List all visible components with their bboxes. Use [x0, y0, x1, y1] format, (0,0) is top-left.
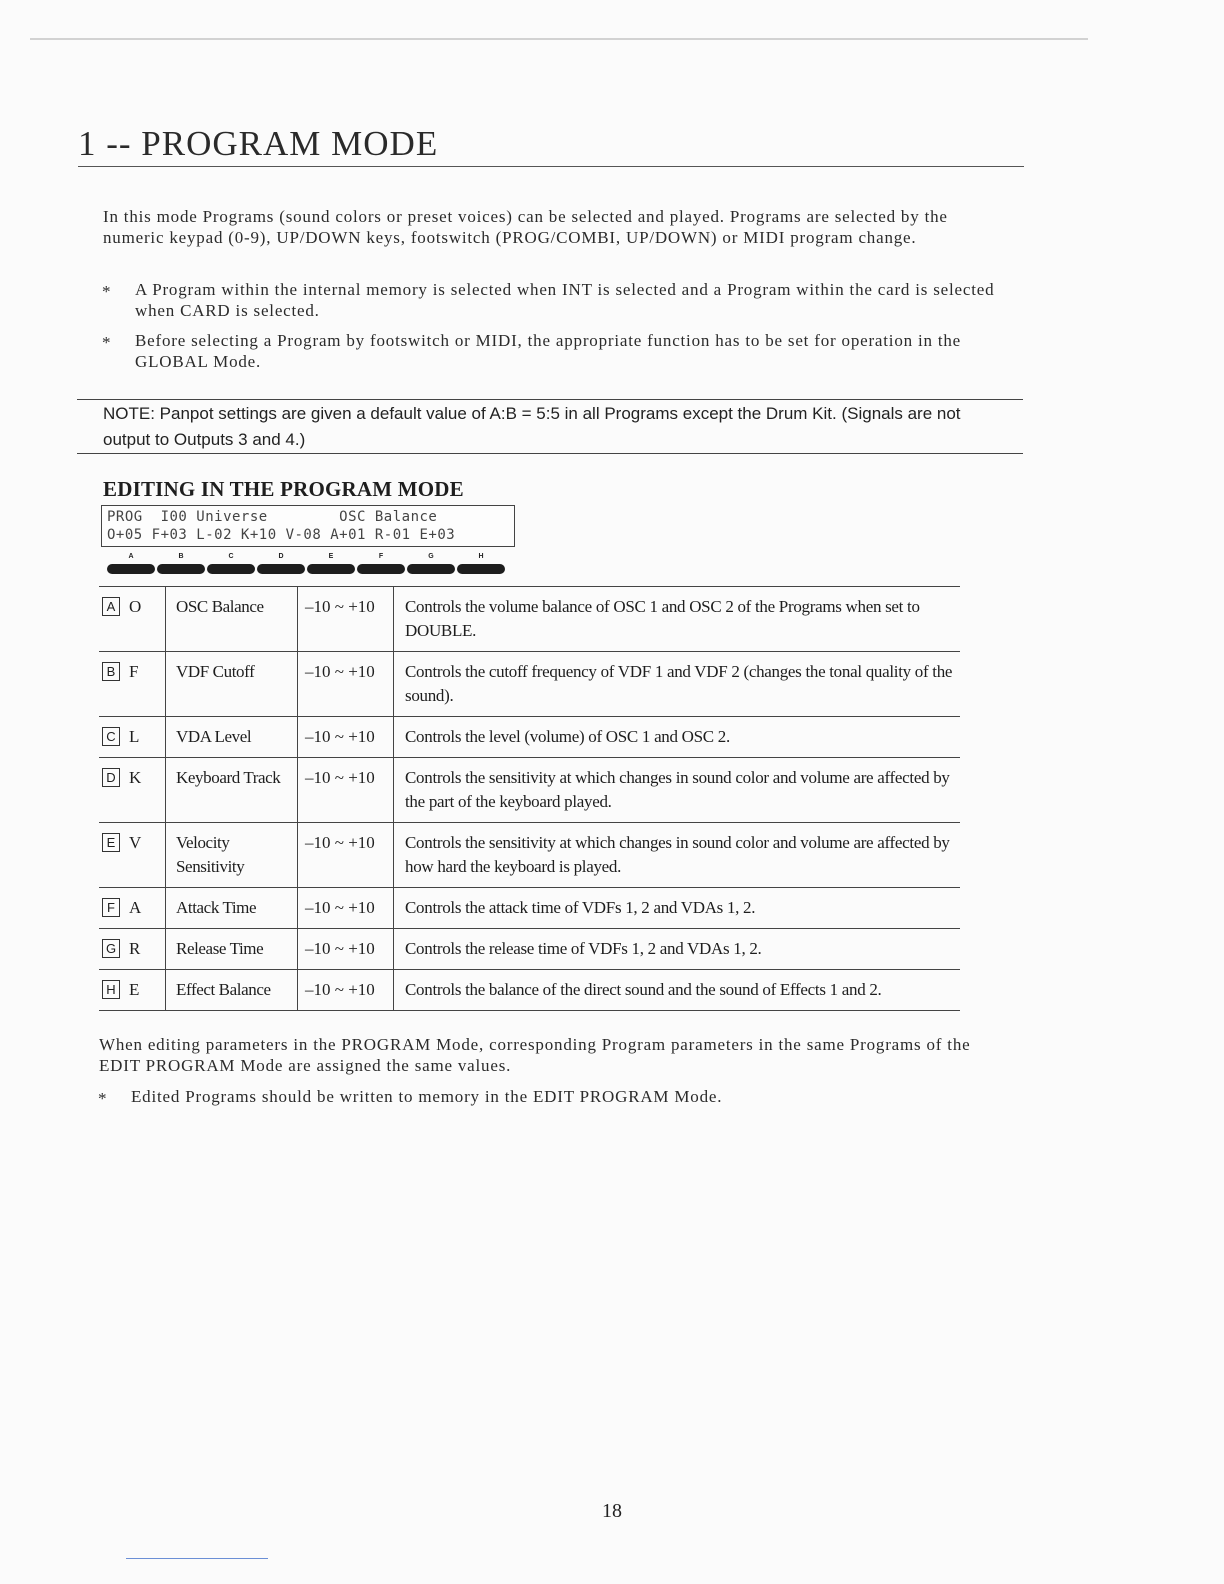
- editing-heading: EDITING IN THE PROGRAM MODE: [103, 477, 464, 501]
- param-desc: Controls the volume balance of OSC 1 and OSC 2 of the Programs when set to DOUBLE.: [394, 587, 961, 652]
- softkey-button: [107, 564, 155, 574]
- softkey-g[interactable]: [407, 552, 455, 576]
- softkey-button: [257, 564, 305, 574]
- softkey-label: D: [278, 553, 284, 560]
- bottom-rule: [126, 1558, 268, 1559]
- table-row: [99, 717, 960, 758]
- bullet-edited-programs: [98, 1086, 1003, 1108]
- bullet-text: Before selecting a Program by footswitch or MIDI, the appropriate function has to be set for operation in the GLOBAL Mode.: [135, 331, 962, 371]
- param-name: VDF Cutoff: [166, 652, 298, 717]
- top-rule: [30, 38, 1088, 40]
- param-name: Release Time: [166, 929, 298, 970]
- table-row: [99, 587, 960, 652]
- table-row: [99, 823, 960, 888]
- softkey-label: C: [228, 553, 234, 560]
- param-abbr: F: [129, 662, 139, 681]
- param-range: –10 ~ +10: [298, 587, 394, 652]
- softkey-e[interactable]: [307, 552, 355, 576]
- param-key-cell: [99, 587, 166, 652]
- softkey-label: A: [128, 553, 134, 560]
- param-range: –10 ~ +10: [298, 652, 394, 717]
- softkey-button: [207, 564, 255, 574]
- param-name: OSC Balance: [166, 587, 298, 652]
- softkey-ref: D: [102, 768, 120, 787]
- lcd-line-2: O+05 F+03 L-02 K+10 V-08 A+01 R-01 E+03: [107, 527, 456, 543]
- param-abbr: L: [129, 727, 140, 746]
- bullet-marker: *: [98, 1089, 108, 1108]
- softkey-f[interactable]: [357, 552, 405, 576]
- softkey-c[interactable]: [207, 552, 255, 576]
- bullet-text: A Program within the internal memory is selected when INT is selected and a Program within the card is selected when CARD is selected.: [135, 280, 995, 320]
- bullet-int-card: [102, 279, 1007, 323]
- param-abbr: K: [129, 768, 142, 787]
- softkey-a[interactable]: [107, 552, 155, 576]
- param-key-cell: [99, 652, 166, 717]
- param-key-cell: [99, 929, 166, 970]
- softkey-d[interactable]: [257, 552, 305, 576]
- softkey-ref: E: [102, 833, 120, 852]
- param-range: –10 ~ +10: [298, 970, 394, 1011]
- softkey-label: H: [478, 553, 484, 560]
- table-row: [99, 888, 960, 929]
- param-abbr: A: [129, 898, 142, 917]
- param-desc: Controls the balance of the direct sound and the sound of Effects 1 and 2.: [394, 970, 961, 1011]
- softkey-button: [357, 564, 405, 574]
- param-name: Keyboard Track: [166, 758, 298, 823]
- param-name: Effect Balance: [166, 970, 298, 1011]
- softkey-ref: B: [102, 662, 120, 681]
- softkey-b[interactable]: [157, 552, 205, 576]
- softkey-button: [457, 564, 505, 574]
- bullet-footswitch-midi: [102, 330, 1007, 374]
- table-row: [99, 758, 960, 823]
- param-desc: Controls the cutoff frequency of VDF 1 and VDF 2 (changes the tonal quality of the sound).: [394, 652, 961, 717]
- lcd-display: [101, 505, 515, 547]
- param-desc: Controls the attack time of VDFs 1, 2 and VDAs 1, 2.: [394, 888, 961, 929]
- note-text: NOTE: Panpot settings are given a default value of A:B = 5:5 in all Programs except the Drum Kit. (Signals are not output to Outputs 3 and 4.): [103, 404, 961, 449]
- table-row: [99, 970, 960, 1011]
- note-box: [77, 399, 1023, 454]
- softkey-label: E: [328, 553, 334, 560]
- table-row: [99, 652, 960, 717]
- softkey-h[interactable]: [457, 552, 505, 576]
- param-desc: Controls the release time of VDFs 1, 2 and VDAs 1, 2.: [394, 929, 961, 970]
- softkey-label: G: [428, 553, 434, 560]
- param-name: Velocity Sensitivity: [166, 823, 298, 888]
- intro-paragraph: In this mode Programs (sound colors or preset voices) can be selected and played. Programs are selected by the numeric keypad (0-9), UP/DOWN keys, footswitch (PROG/COMBI, UP/DOWN) or MIDI program change.: [103, 207, 948, 247]
- param-desc: Controls the level (volume) of OSC 1 and OSC 2.: [394, 717, 961, 758]
- param-key-cell: [99, 758, 166, 823]
- param-abbr: R: [129, 939, 141, 958]
- param-abbr: V: [129, 833, 142, 852]
- param-key-cell: [99, 717, 166, 758]
- param-key-cell: [99, 888, 166, 929]
- softkey-ref: F: [102, 898, 120, 917]
- lcd-line-1: PROG I00 Universe OSC Balance: [107, 509, 438, 525]
- param-abbr: O: [129, 597, 142, 616]
- param-key-cell: [99, 823, 166, 888]
- softkey-ref: H: [102, 980, 120, 999]
- param-desc: Controls the sensitivity at which changes in sound color and volume are affected by how hard the keyboard is played.: [394, 823, 961, 888]
- param-range: –10 ~ +10: [298, 929, 394, 970]
- param-range: –10 ~ +10: [298, 758, 394, 823]
- softkey-button: [307, 564, 355, 574]
- softkey-label: F: [378, 553, 384, 560]
- softkey-ref: C: [102, 727, 120, 746]
- bullet-marker: *: [102, 333, 112, 352]
- parameter-table: [99, 586, 960, 1011]
- softkey-ref: G: [102, 939, 120, 958]
- section-title: 1 -- PROGRAM MODE: [78, 124, 1024, 167]
- table-row: [99, 929, 960, 970]
- softkey-ref: A: [102, 597, 120, 616]
- page-number: 18: [602, 1500, 622, 1522]
- param-name: VDA Level: [166, 717, 298, 758]
- param-range: –10 ~ +10: [298, 717, 394, 758]
- softkey-label: B: [178, 553, 184, 560]
- softkey-button: [407, 564, 455, 574]
- param-name: Attack Time: [166, 888, 298, 929]
- outro-paragraph: When editing parameters in the PROGRAM Mode, corresponding Program parameters in the same Programs of the EDIT PROGRAM Mode are assigned the same values.: [99, 1035, 971, 1075]
- bullet-text: Edited Programs should be written to memory in the EDIT PROGRAM Mode.: [131, 1087, 723, 1106]
- param-range: –10 ~ +10: [298, 888, 394, 929]
- param-desc: Controls the sensitivity at which changes in sound color and volume are affected by the part of the keyboard played.: [394, 758, 961, 823]
- param-key-cell: [99, 970, 166, 1011]
- bullet-marker: *: [102, 282, 112, 301]
- param-range: –10 ~ +10: [298, 823, 394, 888]
- param-abbr: E: [129, 980, 140, 999]
- softkey-button: [157, 564, 205, 574]
